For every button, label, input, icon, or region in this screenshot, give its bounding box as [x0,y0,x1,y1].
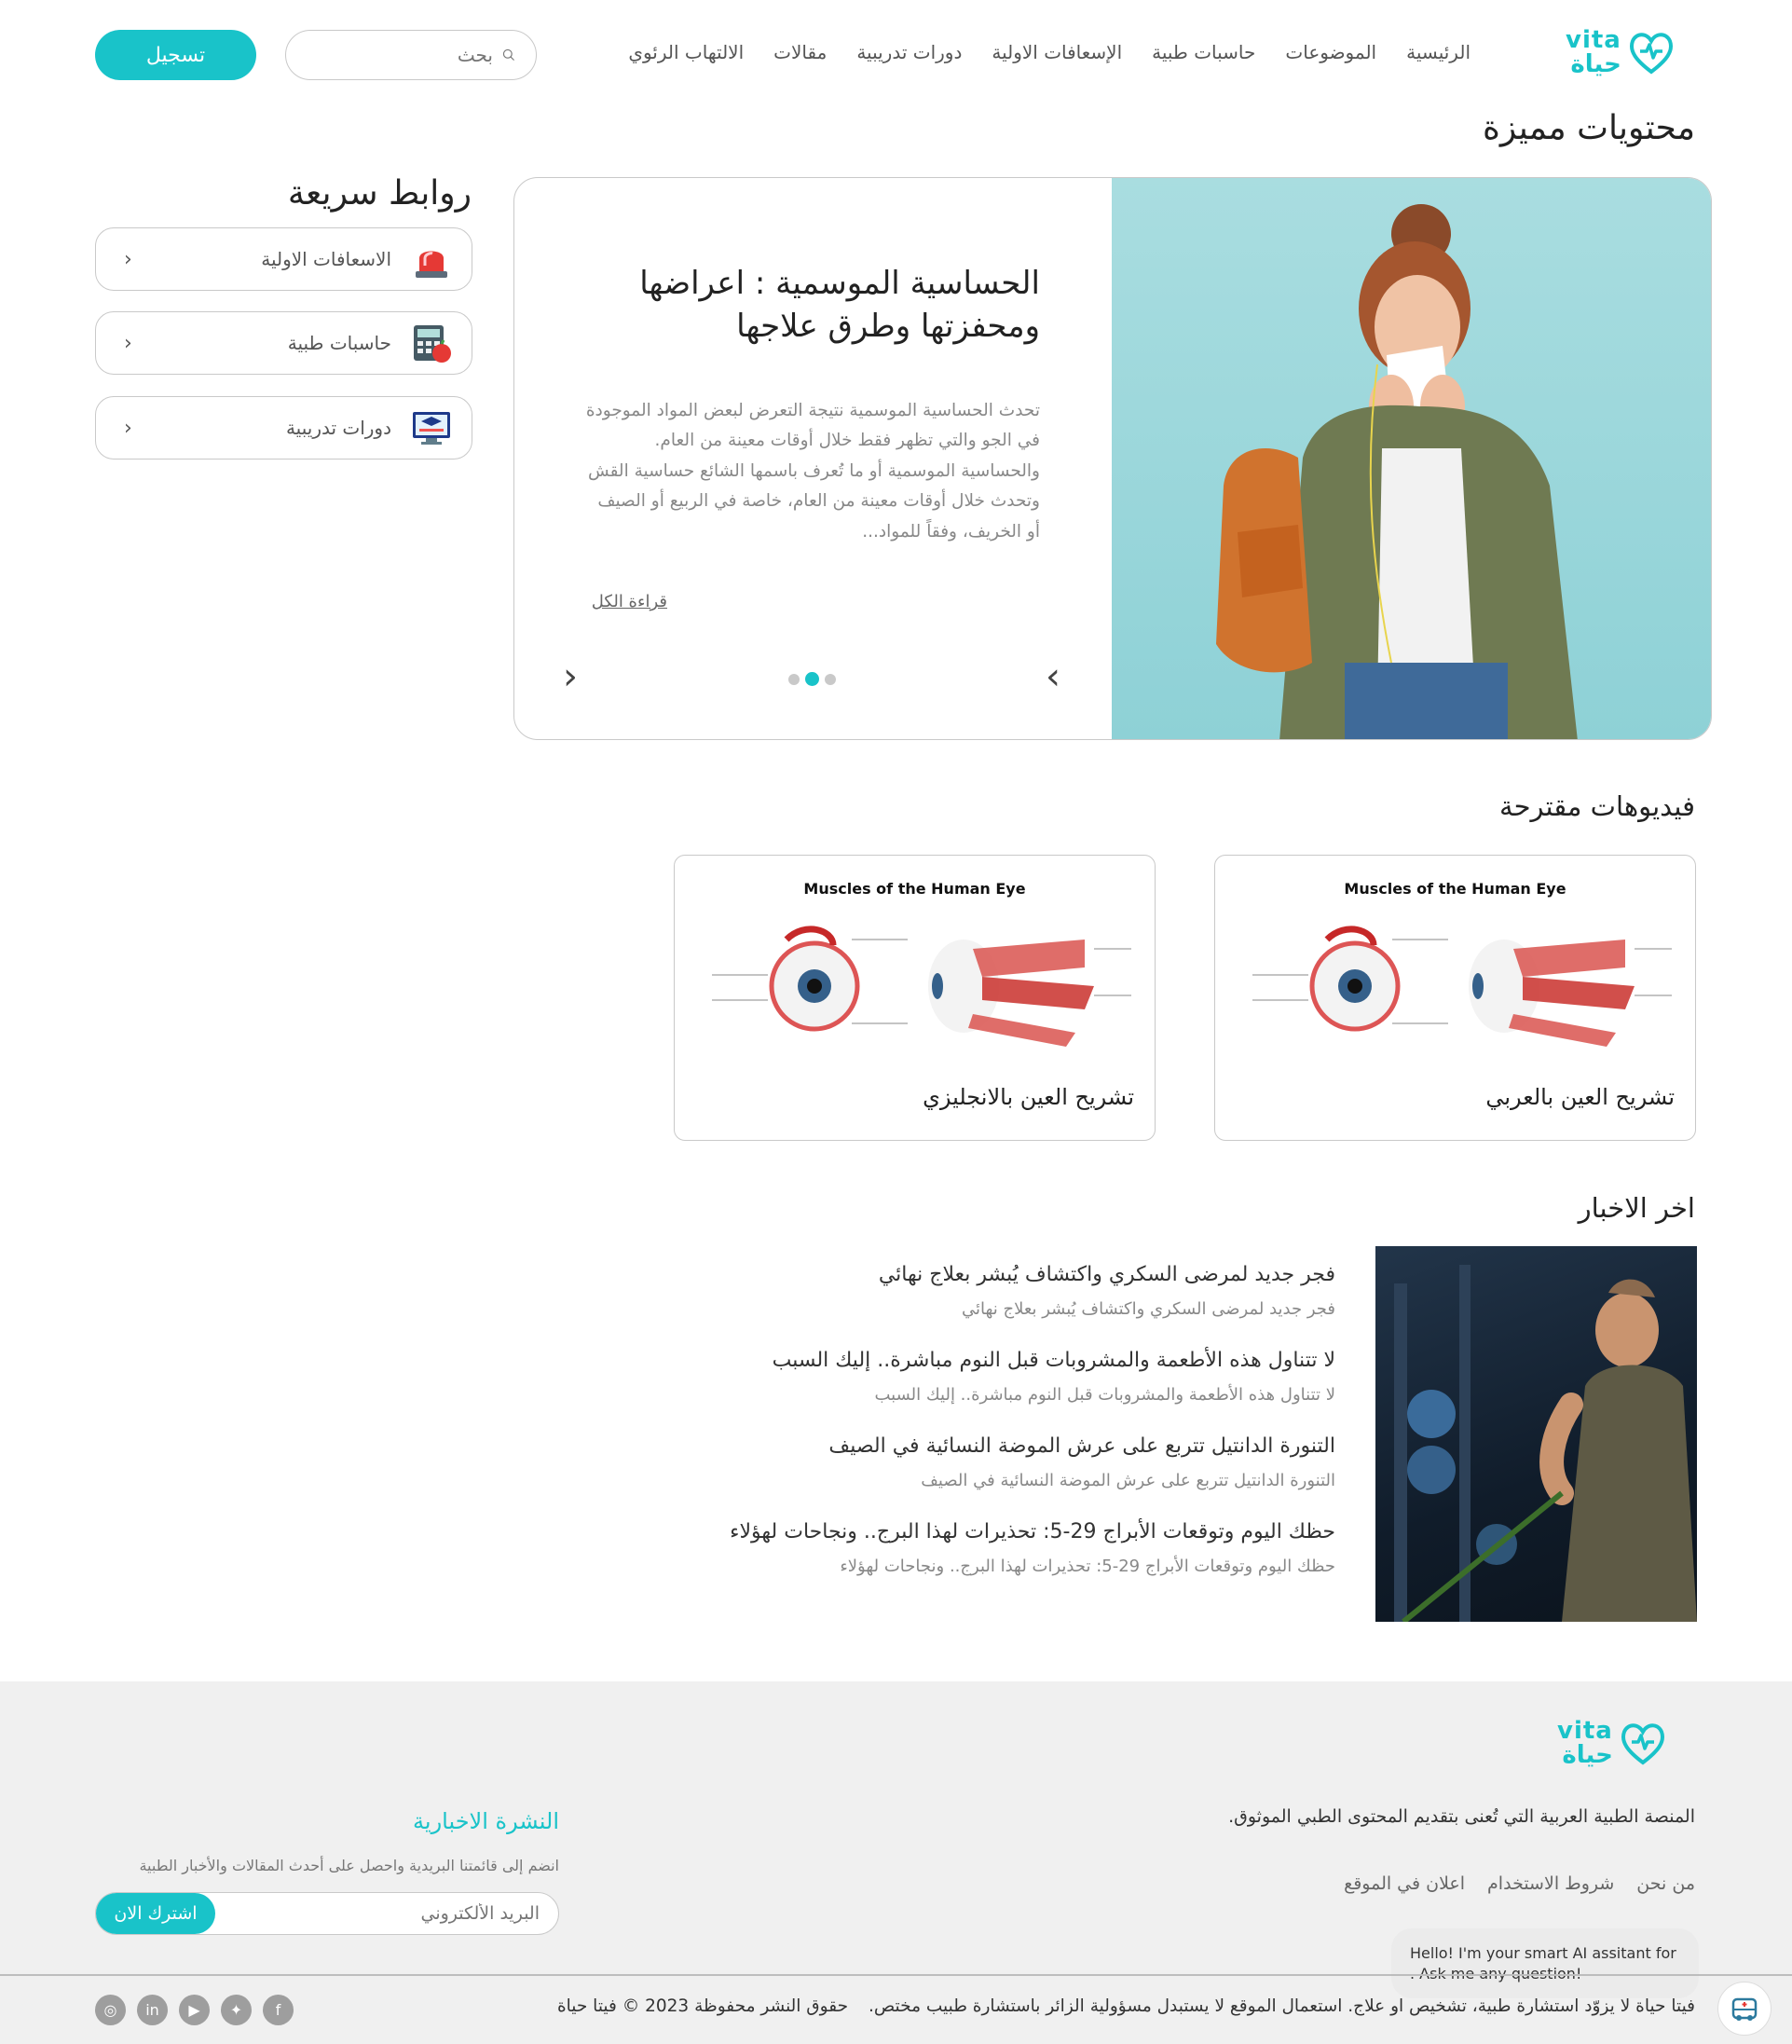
training-monitor-icon [410,406,453,449]
news-summary: فجر جديد لمرضى السكري واكتشاف يُبشر بعلاج نهائي [961,1299,1335,1319]
carousel-prev-arrow[interactable]: › [1046,655,1060,698]
videos-section-title: فيديوهات مقترحة [1499,790,1695,822]
social-links [95,1995,294,2025]
gym-man-illustration [1375,1246,1697,1622]
quick-link-calculators[interactable] [95,311,472,375]
footer-bottom [557,1996,1695,2016]
logo-text [1566,28,1621,76]
disclaimer-text: فيتا حياة لا يزوّد استشارة طبية، تشخيص او علاج. استعمال الموقع لا يستبدل مسؤولية الزائر باستشارة طبيب مختص. [869,1996,1695,2016]
site-footer [0,1681,1792,2044]
nav-articles[interactable]: مقالات [773,41,828,63]
quick-link-label: حاسبات طبية [287,332,391,354]
carousel-dot-3[interactable] [825,674,836,685]
nav-topics[interactable]: الموضوعات [1285,41,1377,63]
news-summary: التنورة الدانتيل تتربع على عرش الموضة النسائية في الصيف [921,1471,1335,1490]
logo-en: vita [1566,26,1621,54]
quick-link-label: دورات تدريبية [285,417,391,439]
featured-title[interactable]: الحساسية الموسمية : اعراضها ومحفزتها وطرق علاجها [639,265,1040,346]
twitter-icon[interactable]: ✦ [221,1995,252,2025]
register-button[interactable]: تسجيل [95,30,256,80]
carousel-dot-1[interactable] [788,674,800,685]
alarm-siren-icon [410,238,453,281]
logo-text [1557,1719,1613,1767]
chevron-left-icon: ‹ [124,247,132,271]
chat-launcher-button[interactable] [1717,1982,1771,2036]
heart-hands-icon [1619,1720,1667,1766]
newsletter-form [95,1892,559,1935]
subscribe-button[interactable]: اشترك الان [96,1893,215,1934]
newsletter-title: النشرة الاخبارية [413,1808,559,1834]
news-headline[interactable]: التنورة الدانتيل تتربع على عرش الموضة النسائية في الصيف [828,1434,1335,1458]
ambulance-icon [1729,1993,1760,2024]
chevron-left-icon: ‹ [124,416,132,440]
copyright-text: حقوق النشر محفوظة 2023 © فيتا حياة [556,1996,849,2016]
search-box [285,30,537,80]
video-label: تشريح العين بالعربي [1485,1084,1675,1110]
chevron-left-icon: ‹ [124,331,132,355]
footer-logo[interactable] [1557,1719,1667,1767]
news-headline[interactable]: حظك اليوم وتوقعات الأبراج 29-5: تحذيرات لهذا البرج.. ونجاحات لهؤلاء [730,1520,1335,1543]
instagram-icon[interactable]: ◎ [95,1995,126,2025]
sneezing-woman-illustration [1112,178,1711,740]
eye-anatomy-thumbnail [1234,912,1681,1061]
footer-divider [0,1974,1792,1976]
news-summary: حظك اليوم وتوقعات الأبراج 29-5: تحذيرات لهذا البرج.. ونجاحات لهؤلاء [840,1557,1335,1576]
calculator-icon [410,322,453,364]
quick-link-label: الاسعافات الاولية [261,248,391,270]
nav-courses[interactable]: دورات تدريبية [856,41,963,63]
footer-link-advertise[interactable]: اعلان في الموقع [1344,1873,1466,1894]
featured-section-title: محتويات مميزة [1483,109,1695,147]
youtube-icon[interactable]: ▶ [179,1995,210,2025]
news-item[interactable] [627,1520,1335,1576]
main-nav [628,41,1471,63]
featured-card [513,177,1712,740]
nav-first-aid[interactable]: الإسعافات الاولية [992,41,1123,63]
site-logo[interactable] [1566,28,1676,76]
footer-link-terms[interactable]: شروط الاستخدام [1487,1873,1615,1894]
news-section-title: اخر الاخبار [1578,1192,1695,1224]
news-summary: لا تتناول هذه الأطعمة والمشروبات قبل النوم مباشرة.. إليك السبب [874,1385,1335,1405]
video-card[interactable] [674,855,1156,1141]
video-thumb-title: Muscles of the Human Eye [803,880,1026,898]
news-item[interactable] [627,1349,1335,1405]
chat-bubble[interactable]: Hello! I'm your smart AI assitant for [1391,1928,1699,1998]
email-field[interactable] [215,1893,558,1934]
logo-ar: حياة [1562,1741,1613,1769]
carousel-dots [788,672,836,686]
carousel-next-arrow[interactable]: ‹ [563,655,578,698]
search-input[interactable] [307,44,493,66]
quick-links-title: روابط سريعة [287,174,472,213]
footer-links [1344,1873,1695,1894]
video-thumb-title: Muscles of the Human Eye [1344,880,1566,898]
video-label: تشريح العين بالانجليزي [923,1084,1134,1110]
facebook-icon[interactable]: f [263,1995,294,2025]
featured-image[interactable] [1112,178,1711,740]
video-card[interactable] [1214,855,1696,1141]
logo-en: vita [1557,1717,1613,1745]
news-headline[interactable]: لا تتناول هذه الأطعمة والمشروبات قبل النوم مباشرة.. إليك السبب [772,1349,1335,1372]
footer-link-about[interactable]: من نحن [1636,1873,1695,1894]
news-image[interactable] [1375,1246,1697,1622]
footer-tagline: المنصة الطبية العربية التي تُعنى بتقديم المحتوى الطبي الموثوق. [1228,1806,1695,1827]
linkedin-icon[interactable]: in [137,1995,168,2025]
read-all-link[interactable]: قراءة الكل [591,592,667,611]
carousel-dot-2[interactable] [805,672,819,686]
newsletter-subtitle: انضم إلى قائمتنا البريدية واحصل على أحدث المقالات والأخبار الطبية [139,1857,559,1874]
nav-calculators[interactable]: حاسبات طبية [1152,41,1256,63]
nav-pneumonia[interactable]: الالتهاب الرئوي [628,41,745,63]
nav-home[interactable]: الرئيسية [1406,41,1471,63]
heart-hands-icon [1627,29,1676,75]
news-headline[interactable]: فجر جديد لمرضى السكري واكتشاف يُبشر بعلاج نهائي [878,1263,1335,1286]
logo-ar: حياة [1570,50,1621,78]
featured-description: تحدث الحساسية الموسمية نتيجة التعرض لبعض المواد الموجودة في الجو والتي تظهر فقط خلال أوقات معينة من العام. والحساسية الموسمية أو ما تُعرف باسمها الشائع حساسية القش وتحدث خلال أوقات معينة من العام، خاصة في الربيع أو الصيف أو الخريف، وفقاً للمواد... [585,401,1040,542]
quick-link-first-aid[interactable] [95,227,472,291]
news-item[interactable] [627,1263,1335,1319]
news-item[interactable] [627,1434,1335,1490]
eye-anatomy-thumbnail [693,912,1141,1061]
quick-link-courses[interactable] [95,396,472,460]
search-icon[interactable] [502,44,515,66]
